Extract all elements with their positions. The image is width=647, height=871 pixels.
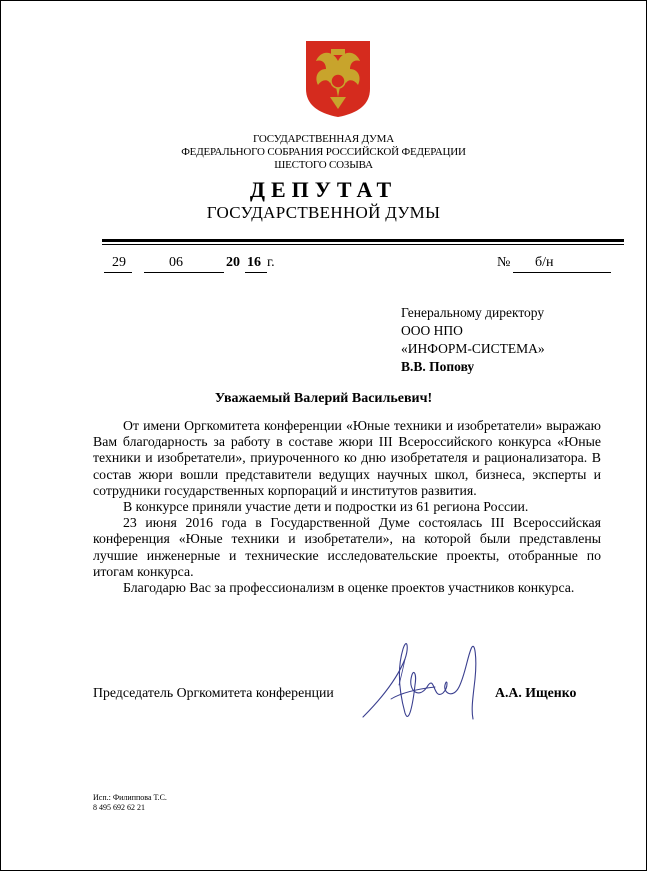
executor-phone: 8 495 692 62 21 (93, 803, 145, 812)
addressee-company-name: «ИНФОРМ-СИСТЕМА» (401, 341, 545, 356)
date-year-underline (245, 272, 267, 273)
date-year-unit: г. (267, 255, 275, 270)
addressee-block (401, 304, 545, 376)
russian-coat-of-arms-icon (304, 39, 372, 119)
letterhead-title: ДЕПУТАТ (249, 177, 398, 202)
addressee-company-type: ООО НПО (401, 323, 463, 338)
header-rule-thin (102, 244, 624, 245)
addressee-name: В.В. Попову (401, 359, 475, 374)
body-paragraph: 23 июня 2016 года в Государственной Думе состоялась III Всероссийская конференция «Юные техники и изобретатели», на которой были представлены лучшие инженерные и технические исследовательские проекты, отобранные по итогам конкурса. (93, 515, 601, 579)
number-label: № (497, 255, 511, 270)
salutation: Уважаемый Валерий Васильевич! (214, 391, 433, 406)
date-year-prefix: 20 (226, 255, 240, 270)
date-number-row (1, 255, 646, 275)
letterhead-line-2: ФЕДЕРАЛЬНОГО СОБРАНИЯ РОССИЙСКОЙ ФЕДЕРАЦИИ (181, 146, 466, 158)
letterhead-subtitle: ГОСУДАРСТВЕННОЙ ДУМЫ (206, 203, 441, 222)
number-underline (513, 272, 611, 273)
signatory-name: А.А. Ищенко (495, 685, 577, 700)
document-number: б/н (535, 255, 554, 270)
date-year-suffix: 16 (247, 255, 261, 270)
body-paragraph: Благодарю Вас за профессионализм в оценке проектов участников конкурса. (123, 580, 575, 596)
letterhead-line-3: ШЕСТОГО СОЗЫВА (274, 159, 373, 171)
body-paragraph: В конкурсе приняли участие дети и подростки из 61 региона России. (123, 499, 529, 515)
date-day: 29 (112, 255, 126, 270)
handwritten-signature (361, 629, 511, 729)
date-month-underline (144, 272, 224, 273)
addressee-position: Генеральному директору (401, 305, 545, 320)
date-day-underline (104, 272, 132, 273)
letter-body (93, 418, 601, 596)
letterhead-line-1: ГОСУДАРСТВЕННАЯ ДУМА (253, 133, 394, 145)
executor-name: Исп.: Филиппова Т.С. (93, 793, 167, 802)
header-rule-thick (102, 239, 624, 242)
body-paragraph: От имени Оргкомитета конференции «Юные техники и изобретатели» выражаю Вам благодарность за работу в составе жюри III Всероссийского конкурса «Юные техники и изобретатели», приуроченного ко дню изобретателя и рационализатора. В состав жюри вошли представители ведущих научных школ, бизнеса, эксперты и сотрудники государственных корпораций и институтов развития. (93, 418, 601, 498)
date-month: 06 (169, 255, 183, 270)
signatory-position: Председатель Оргкомитета конференции (93, 685, 334, 700)
executor-block (93, 793, 167, 813)
